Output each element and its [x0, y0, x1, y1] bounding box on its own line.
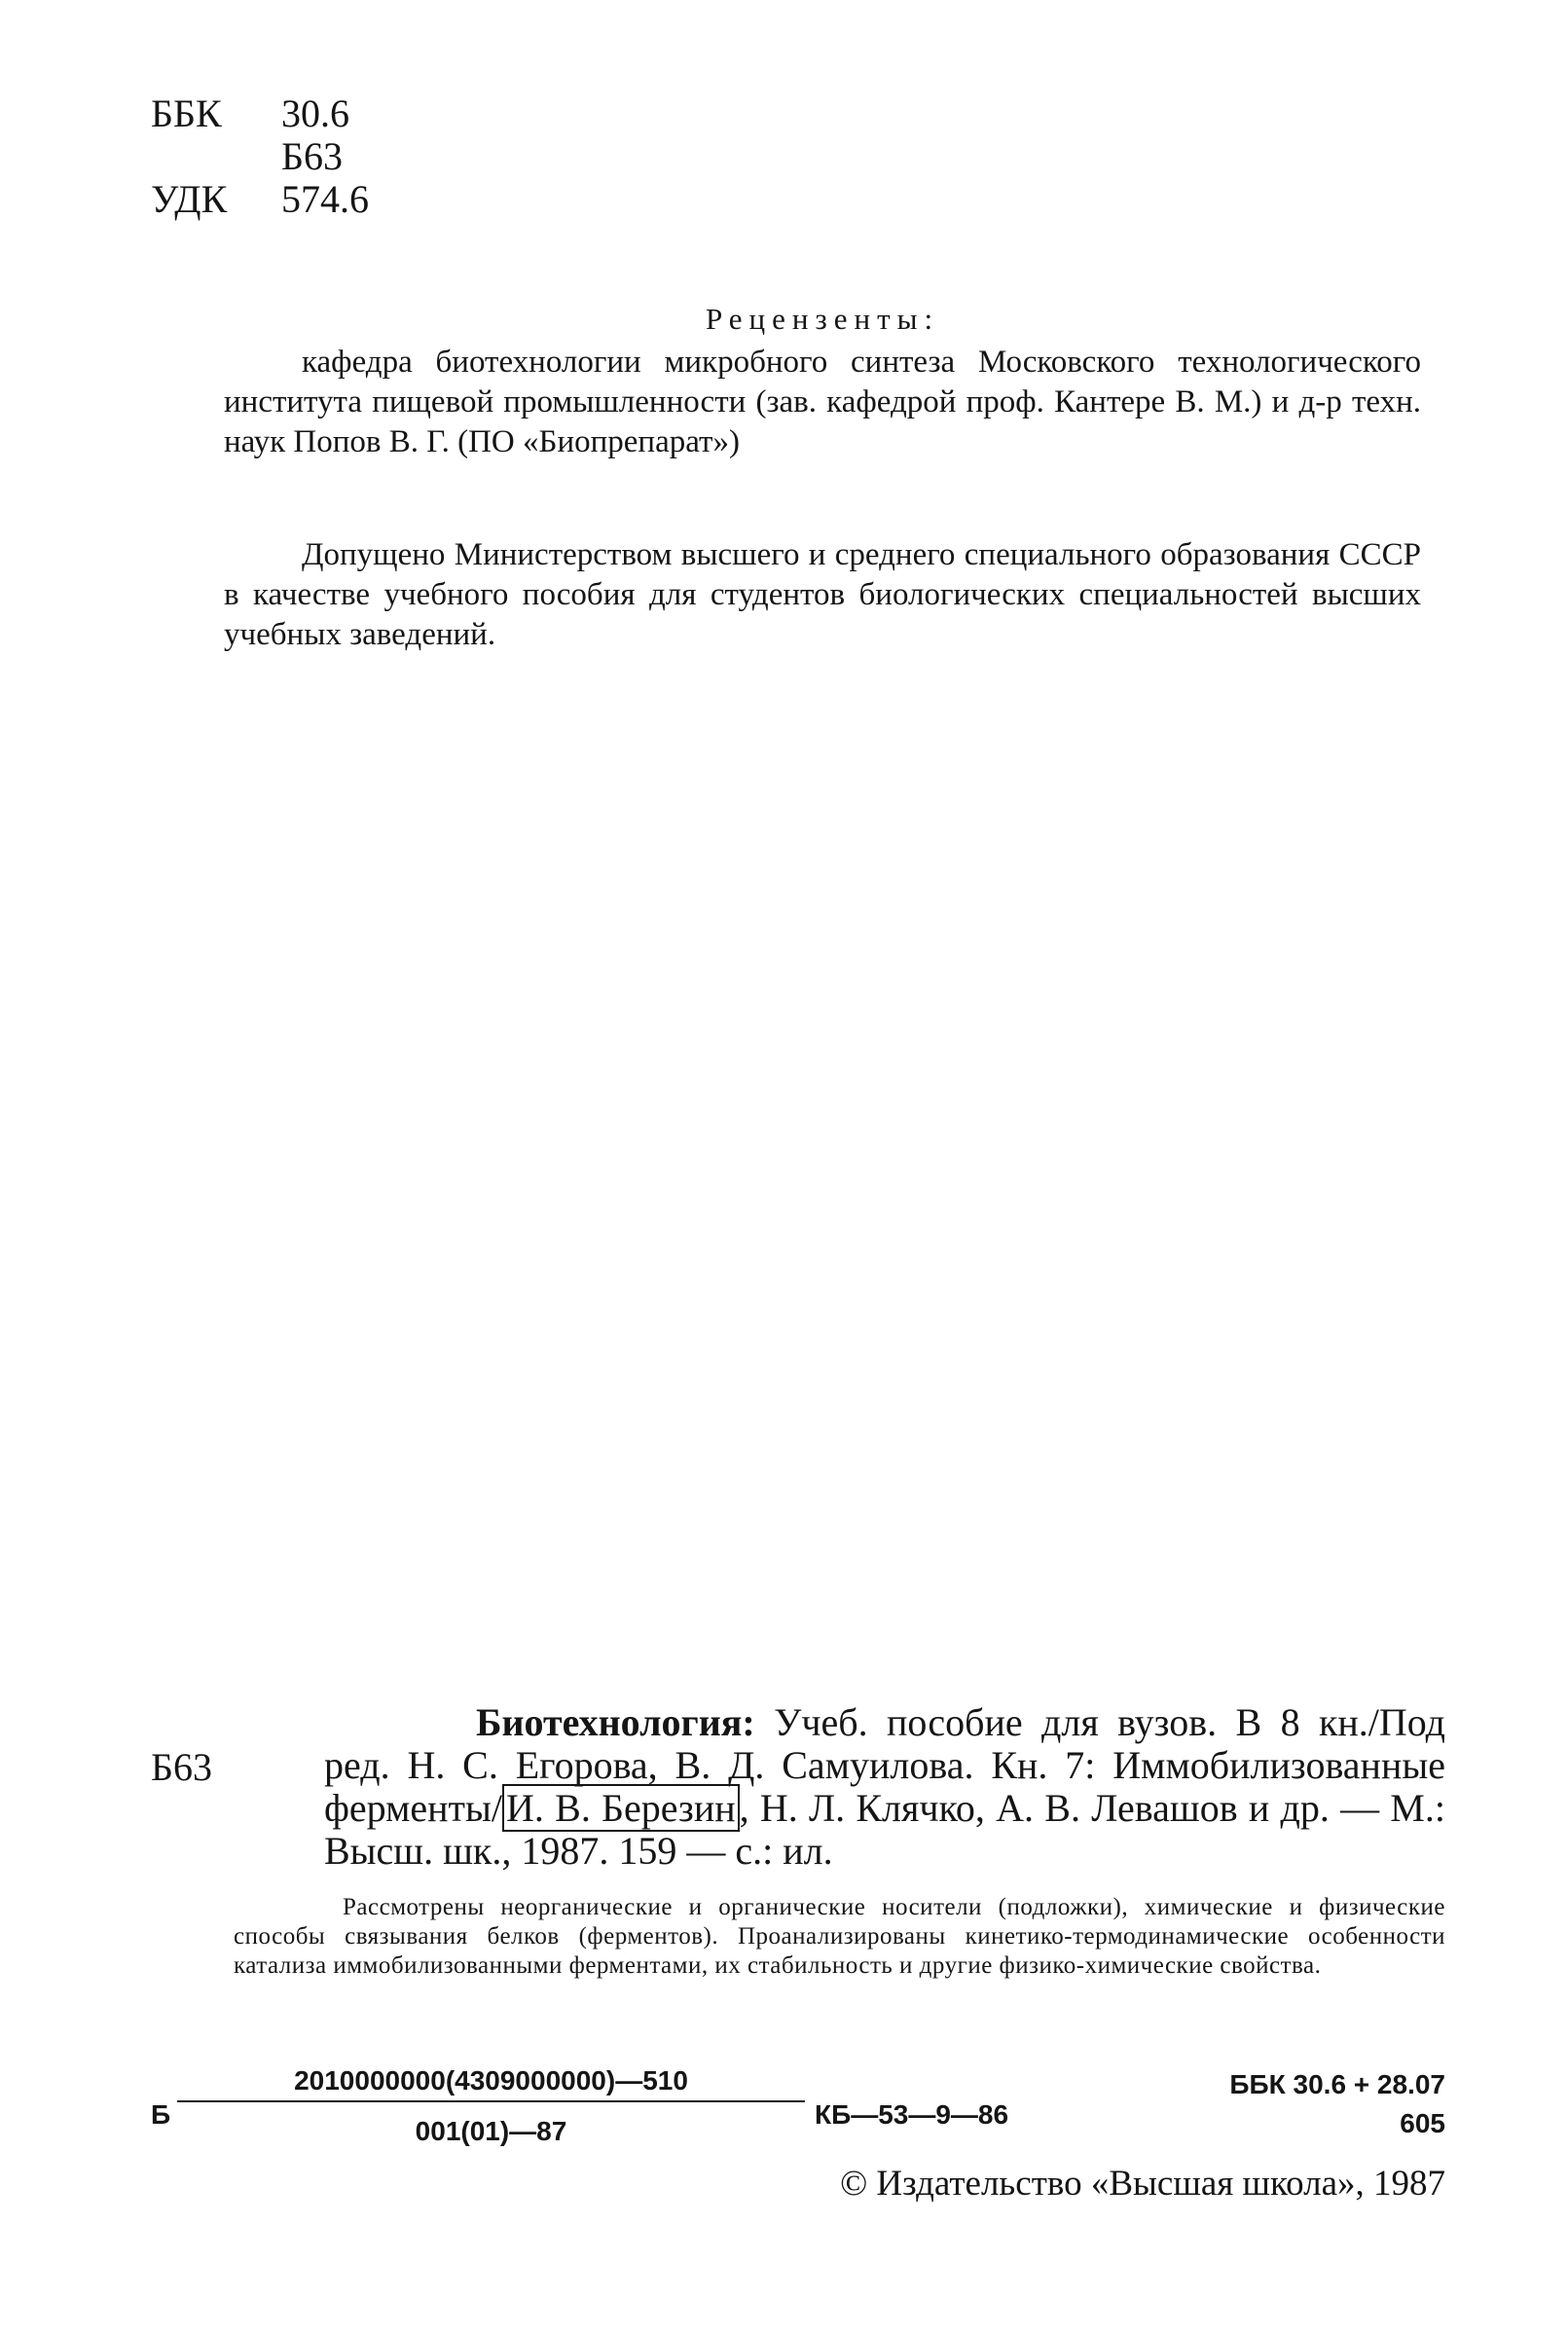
- code-bbk-extra: 605: [1400, 2108, 1445, 2138]
- reviewers-text: кафедра биотехнологии микробного синтеза Московского технологического института пищевой промышленности (зав. кафедрой проф. Кантере В. М.) и д-р техн. наук Попов В. Г. (ПО «Биопрепарат»): [224, 345, 1421, 459]
- classification-label: ББК: [151, 91, 222, 135]
- code-bbk-block: [1229, 2065, 1445, 2143]
- classification-value: 30.6: [281, 91, 349, 135]
- classification-block: [151, 92, 369, 221]
- classification-label: УДК: [151, 177, 228, 221]
- reviewers-title: Рецензенты:: [705, 302, 940, 336]
- annotation-text: Рассмотрены неорганические и органические носители (подложки), химические и физические способы связывания белков (ферментов). Проанализированы кинетико-термодинамические особенности катализа иммобилизованными ферментами, их стабильность и другие физико-химические свойства.: [234, 1894, 1445, 1979]
- classification-row-udk: [151, 178, 369, 221]
- code-numerator: 2010000000(4309000000)—510: [177, 2065, 805, 2102]
- bibliographic-record: [151, 1701, 1445, 1873]
- bibliographic-part-1: Учеб. пособие для вузов. В 8 кн./Под ред. Н. С. Егорова, В. Д. Самуилова. Кн. 7: Иммобилизованные ферменты/: [324, 1700, 1445, 1830]
- classification-label: [151, 135, 281, 178]
- book-title: Биотехнология:: [476, 1700, 755, 1744]
- approval-text: Допущено Министерством высшего и среднего специального образования СССР в качестве учебного пособия для студентов биологических специальностей высших учебных заведений.: [224, 537, 1421, 652]
- classification-value: Б63: [281, 134, 343, 178]
- code-prefix: Б: [151, 2099, 171, 2130]
- boxed-author-name: И. В. Березин: [502, 1784, 740, 1832]
- classification-row-author-mark: [151, 135, 369, 178]
- classification-row-bbk: [151, 92, 369, 135]
- classification-value: 574.6: [281, 177, 369, 221]
- bibliographic-part-2: , Н. Л. Клячко, А. В. Левашов и др. — М.: Высш. шк., 1987. 159 — с.: ил.: [324, 1786, 1445, 1873]
- copyright-notice: © Издательство «Высшая школа», 1987: [840, 2164, 1445, 2204]
- catalog-codes: [151, 2065, 1445, 2163]
- code-denominator: 001(01)—87: [415, 2116, 567, 2146]
- reviewers-section: [224, 302, 1421, 462]
- bibliographic-description: [324, 1701, 1445, 1873]
- bibliographic-author-mark: Б63: [151, 1745, 212, 1789]
- code-bbk: ББК 30.6 + 28.07: [1229, 2069, 1445, 2099]
- code-kb: КБ—53—9—86: [815, 2099, 1009, 2130]
